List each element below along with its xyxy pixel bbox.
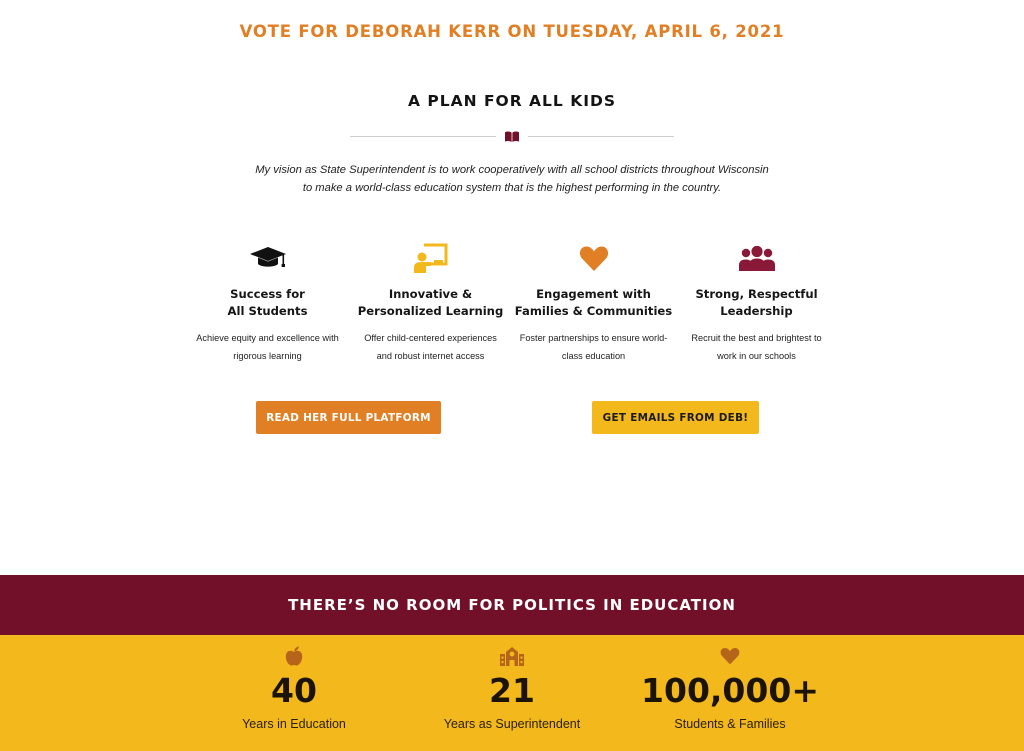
divider-line-right: [528, 136, 674, 137]
plan-pillars: [186, 240, 838, 370]
read-full-platform-button[interactable]: READ HER FULL PLATFORM: [256, 401, 441, 434]
politics-banner-text: THERE’S NO ROOM FOR POLITICS IN EDUCATION: [288, 596, 736, 614]
pillar-title: Strong, Respectful Leadership: [695, 287, 818, 318]
school-icon: [499, 646, 525, 666]
pillar-description: Foster partnerships to ensure world- class education: [519, 333, 668, 361]
heart-icon: [720, 647, 740, 665]
pillar-description: Achieve equity and excellence with rigorous learning: [196, 333, 339, 361]
pillar-title: Engagement with Families & Communities: [514, 287, 673, 318]
stat-value: 100,000+: [641, 671, 819, 710]
pillar-innovative: [349, 240, 512, 365]
title-divider: [350, 130, 674, 144]
stats-band: [0, 635, 1024, 751]
pillar-success: [186, 240, 349, 365]
pillar-description: Offer child-centered experiences and robust internet access: [364, 333, 497, 361]
pillar-title: Success for All Students: [227, 287, 308, 318]
pillar-description: Recruit the best and brightest to work in our schools: [691, 333, 822, 361]
divider-line-left: [350, 136, 496, 137]
stat-value: 40: [271, 671, 317, 710]
pillar-leadership: [675, 240, 838, 365]
chalkboard-teacher-icon: [413, 242, 449, 274]
apple-icon: [285, 646, 303, 666]
pillar-title: Innovative & Personalized Learning: [357, 287, 504, 318]
heart-icon: [579, 245, 609, 272]
vote-banner: VOTE FOR DEBORAH KERR ON TUESDAY, APRIL 6, 2021: [239, 22, 785, 41]
vision-statement: My vision as State Superintendent is to work cooperatively with all school districts throughout Wisconsin to make a world-class education system that is the highest performing in the country.: [255, 164, 769, 194]
get-emails-button[interactable]: GET EMAILS FROM DEB!: [592, 401, 759, 434]
stat-years-education: [174, 645, 414, 731]
politics-banner: [0, 575, 1024, 635]
graduation-cap-icon: [249, 245, 287, 271]
stat-label: Students & Families: [674, 717, 786, 731]
stat-value: 21: [489, 671, 535, 710]
plan-title: A PLAN FOR ALL KIDS: [407, 92, 617, 110]
book-icon: [505, 131, 519, 142]
stat-label: Years in Education: [242, 717, 346, 731]
stat-students-families: [610, 645, 850, 731]
pillar-engagement: [512, 240, 675, 365]
stat-years-superintendent: [392, 645, 632, 731]
stat-label: Years as Superintendent: [443, 717, 581, 731]
users-icon: [738, 244, 776, 272]
